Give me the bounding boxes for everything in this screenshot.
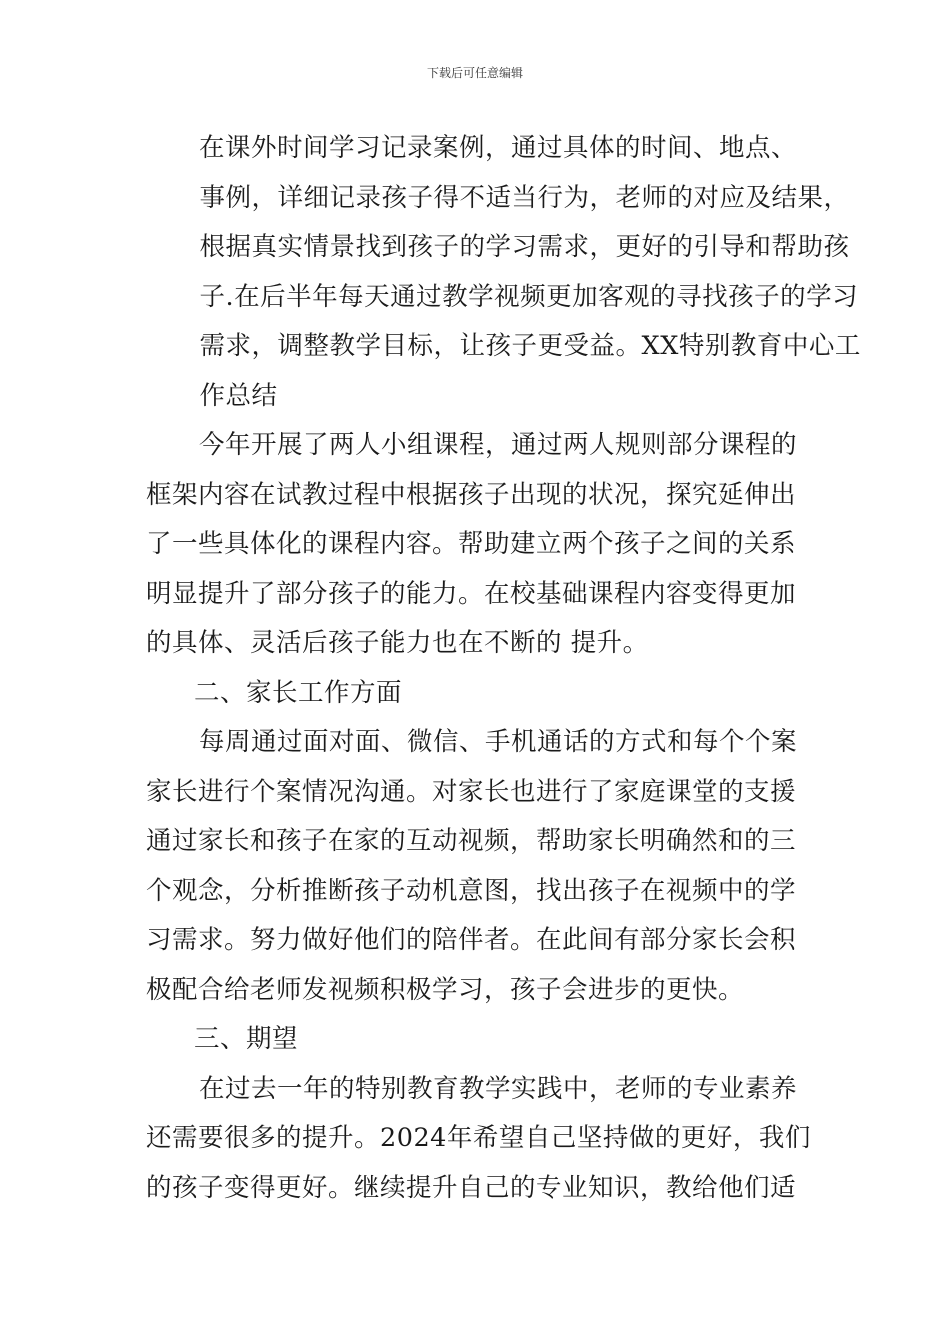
paragraph-expectations bbox=[146, 1065, 810, 1214]
section-heading-expectations bbox=[146, 1015, 810, 1065]
text-line: 在过去一年的特别教育教学实践中，老师的专业素养 bbox=[199, 1073, 798, 1104]
text-line: 子.在后半年每天通过教学视频更加客观的寻找孩子的学习 bbox=[199, 281, 859, 312]
text-line: 每周通过面对面、微信、手机通话的方式和每个个案 bbox=[199, 727, 798, 757]
text-line: 还需要很多的提升。2024年希望自己坚持做的更好，我们 bbox=[146, 1123, 811, 1153]
section-heading-parent-work bbox=[146, 669, 810, 719]
text-line: 习需求。努力做好他们的陪伴者。在此间有部分家长会积 bbox=[146, 925, 797, 955]
text-line: 框架内容在试教过程中根据孩子出现的状况，探究延伸出 bbox=[146, 479, 797, 510]
text-line: 明显提升了部分孩子的能力。在校基础课程内容变得更加 bbox=[146, 578, 797, 609]
text-line: 家长进行个案情况沟通。对家长也进行了家庭课堂的支援 bbox=[146, 776, 797, 807]
text-line: 的孩子变得更好。继续提升自己的专业知识，教给他们适 bbox=[146, 1172, 797, 1203]
text-line: 在课外时间学习记录案例，通过具体的时间、地点、 bbox=[199, 133, 798, 163]
heading-text: 二、家长工作方面 bbox=[194, 677, 403, 708]
text-line: 了一些具体化的课程内容。帮助建立两个孩子之间的关系 bbox=[146, 529, 797, 559]
text-line: 的具体、灵活后孩子能力也在不断的 提升。 bbox=[146, 628, 649, 658]
heading-text: 三、期望 bbox=[194, 1024, 299, 1054]
paragraph-parent-communication bbox=[146, 718, 810, 1015]
text-line: 根据真实情景找到孩子的学习需求，更好的引导和帮助孩 bbox=[199, 232, 850, 262]
text-line: 今年开展了两人小组课程，通过两人规则部分课程的 bbox=[199, 430, 798, 460]
document-body bbox=[146, 124, 861, 1213]
text-line: 个观念，分析推断孩子动机意图，找出孩子在视频中的学 bbox=[146, 875, 797, 906]
page-header: 下载后可任意编辑 bbox=[426, 66, 523, 80]
paragraph-group-courses bbox=[146, 421, 810, 669]
text-line: 事例，详细记录孩子得不适当行为，老师的对应及结果， bbox=[199, 182, 850, 213]
text-line: 通过家长和孩子在家的互动视频，帮助家长明确然和的三 bbox=[146, 826, 797, 856]
text-line: 需求，调整教学目标，让孩子更受益。XX特别教育中心工 bbox=[199, 331, 861, 361]
text-line: 极配合给老师发视频积极学习，孩子会进步的更快。 bbox=[146, 974, 745, 1005]
text-line: 作总结 bbox=[199, 380, 278, 411]
paragraph-case-records bbox=[146, 124, 861, 421]
